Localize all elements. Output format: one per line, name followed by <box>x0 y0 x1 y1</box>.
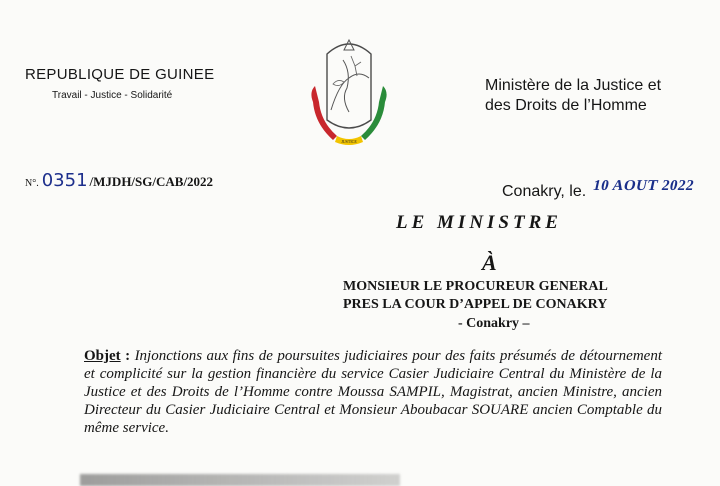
subject-paragraph <box>84 347 662 437</box>
reference-prefix: N°. <box>25 178 39 189</box>
sender-title: LE MINISTRE <box>396 212 562 233</box>
recipient-line1: MONSIEUR LE PROCUREUR GENERAL <box>343 279 608 294</box>
national-motto: Travail - Justice - Solidarité <box>52 90 173 101</box>
subject-label: Objet <box>84 348 121 364</box>
reference-handwritten-number: 0351 <box>41 170 88 191</box>
reference-number <box>25 170 213 191</box>
subject-text: Injonctions aux fins de poursuites judiciaires pour des faits présumés de détournement et complicité sur la gestion financière du service Casier Judiciaire Central du Ministère de la Justice et des Droits de l’Homme contre Moussa SAMPIL, Magistrat, ancien Ministre, ancien Directeur du Casier Judiciaire Central et Monsieur Aboubacar SOUARE ancien Comptable du même service. <box>84 348 662 436</box>
reference-suffix: /MJDH/SG/CAB/2022 <box>89 174 214 189</box>
republic-name: REPUBLIQUE DE GUINEE <box>25 66 215 83</box>
ministry-name-line1: Ministère de la Justice et <box>485 77 662 94</box>
svg-text:JUSTICE: JUSTICE <box>341 139 357 144</box>
subject-colon: : <box>120 348 135 364</box>
recipient-line2: PRES LA COUR D’APPEL DE CONAKRY <box>343 297 608 312</box>
cut-off-text-line <box>80 474 400 486</box>
coat-of-arms-icon <box>291 32 407 154</box>
dateline-place: Conakry, le. <box>502 183 587 200</box>
date-stamp: 10 AOUT 2022 <box>591 178 696 194</box>
ministry-name-line2: des Droits de l’Homme <box>485 97 647 114</box>
recipient-marker: À <box>482 250 497 275</box>
recipient-line3: - Conakry – <box>458 316 530 331</box>
